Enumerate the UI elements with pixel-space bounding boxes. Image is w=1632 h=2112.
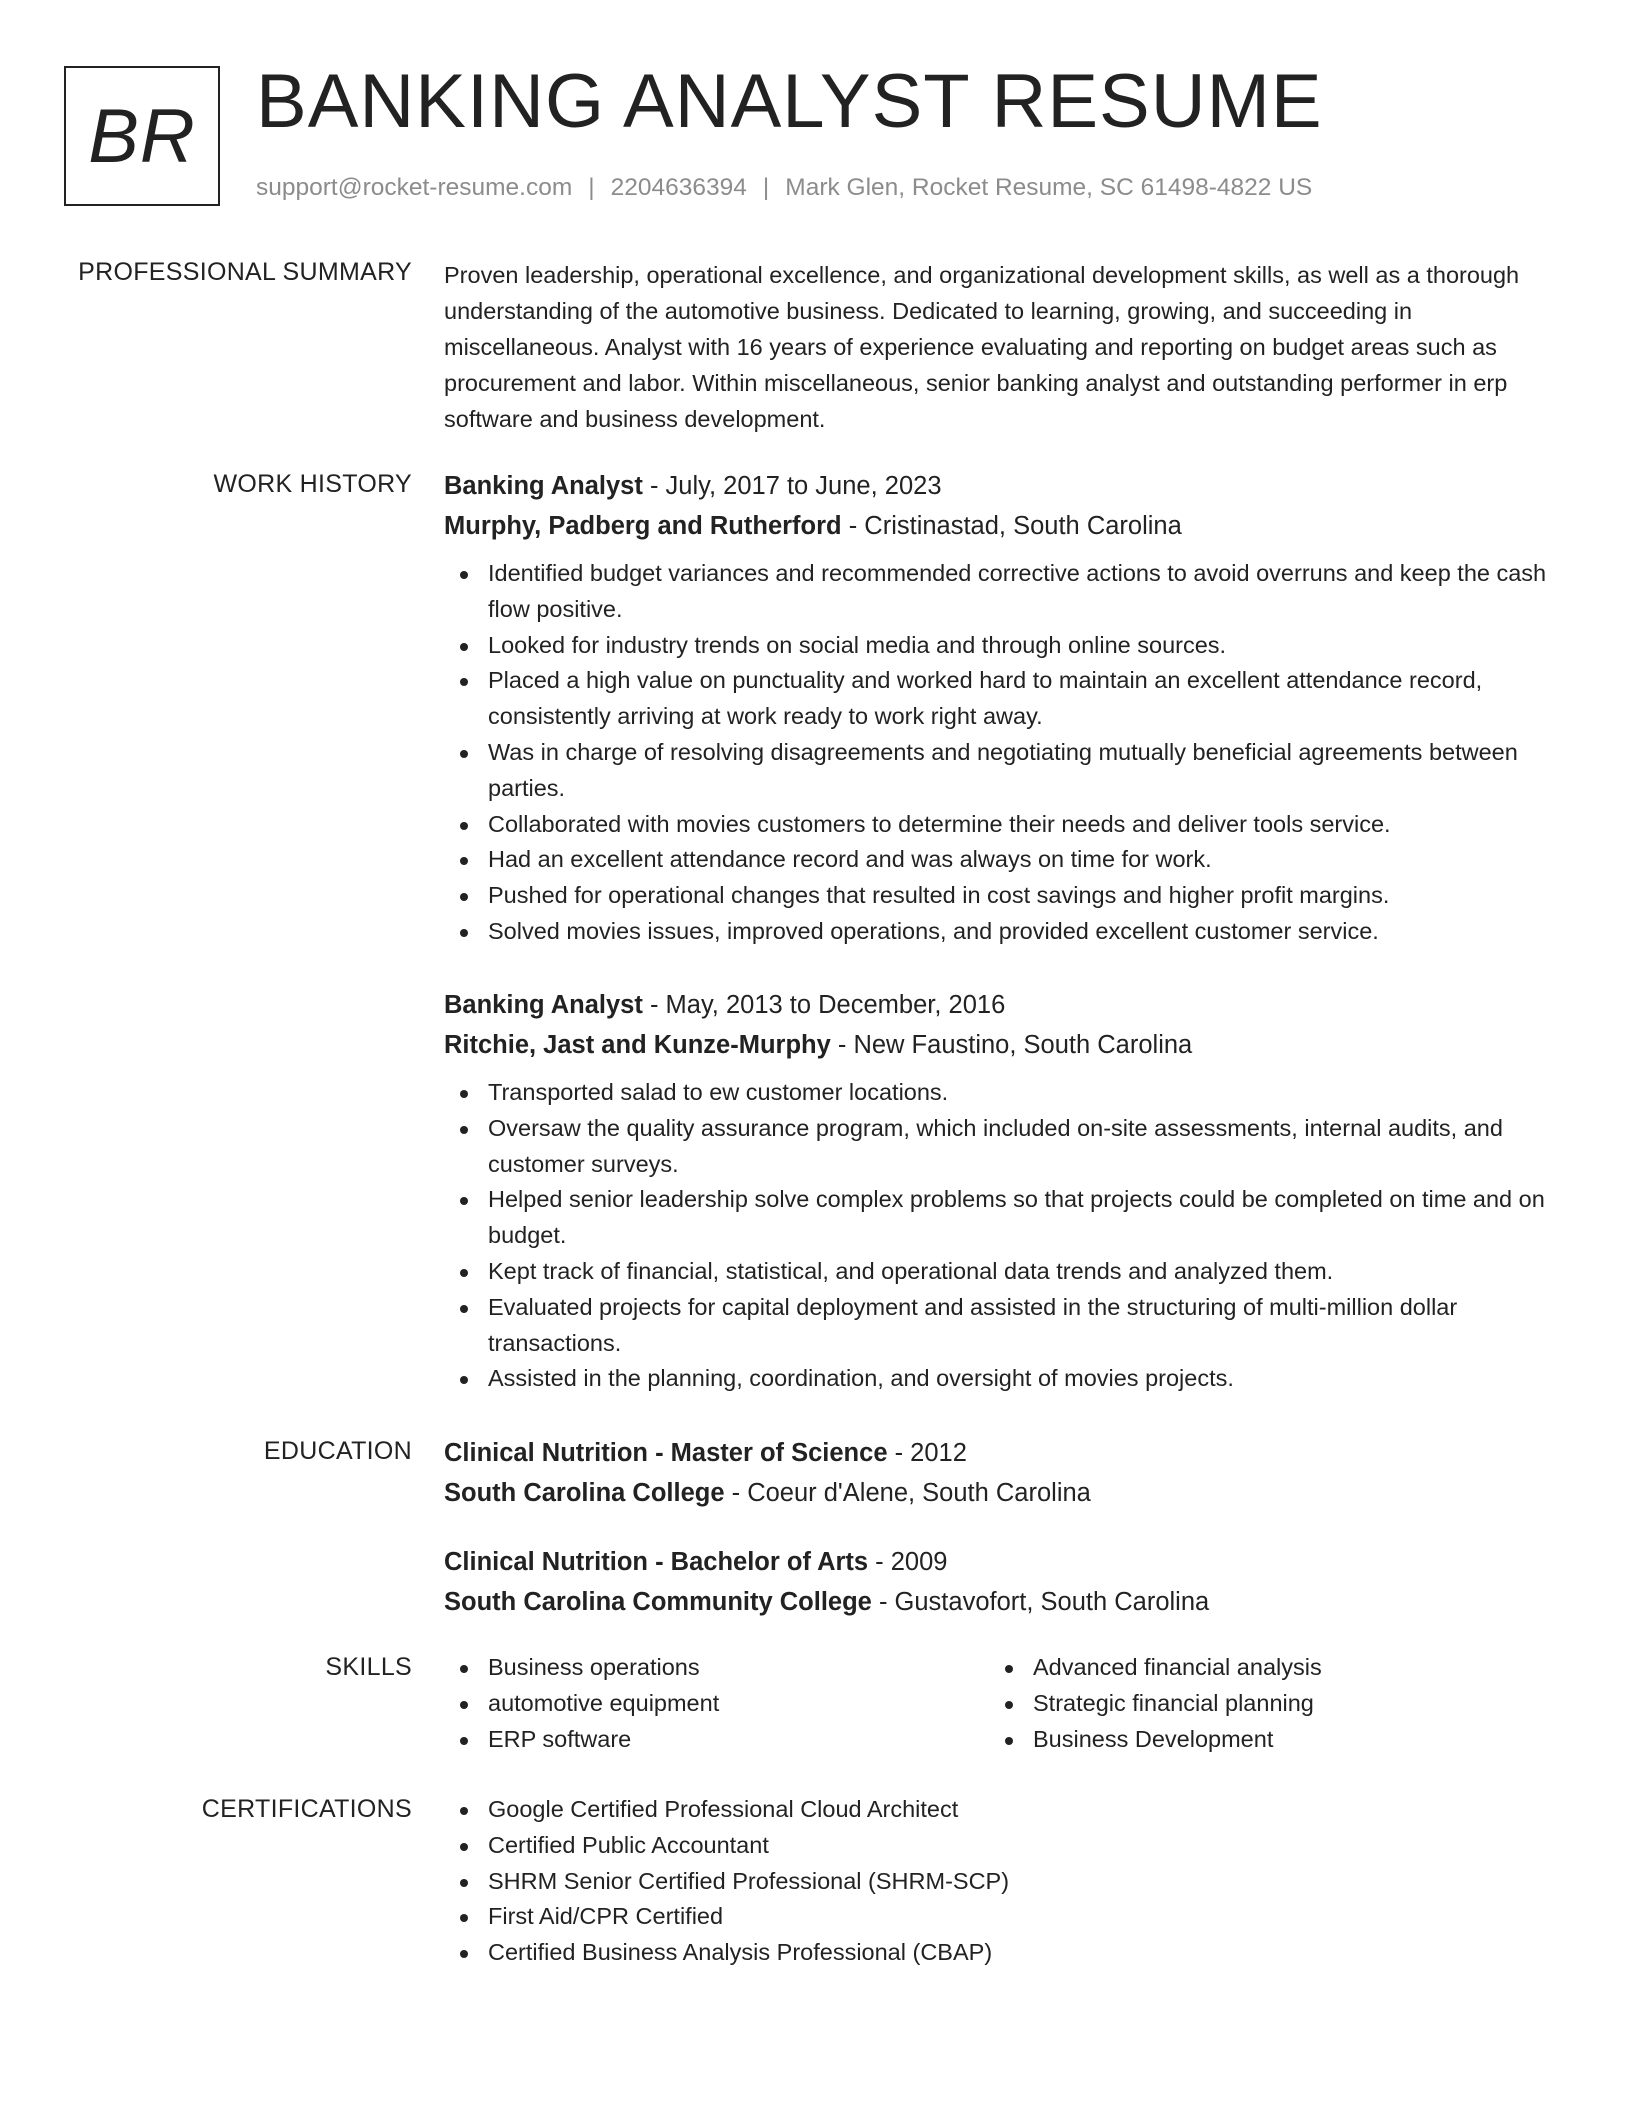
summary-text: Proven leadership, operational excellence, and organizational development skills, as well as a thorough understanding of the automotive business. Dedicated to learning, growing, and succeeding in miscellaneous. Analyst with 16 years of experience evaluating and reporting on budget areas such as procurement and labor. Within miscellaneous, senior banking analyst and outstanding performer in erp software and business development. [444,262,1520,432]
list-item: automotive equipment [444,1686,989,1722]
degree-year: - 2009 [868,1548,948,1576]
list-item: Business Development [989,1722,1534,1758]
list-item: Certified Public Accountant [444,1828,1556,1864]
degree-line [444,1542,1556,1582]
job-location: - New Faustino, South Carolina [830,1031,1193,1059]
degree-line [444,1433,1556,1473]
list-item: Assisted in the planning, coordination, and oversight of movies projects. [444,1361,1556,1397]
list-item: Oversaw the quality assurance program, which included on-site assessments, internal audits, and customer surveys. [444,1111,1556,1183]
education-entry [444,1542,1556,1622]
skills-columns [444,1650,1556,1757]
list-item: Collaborated with movies customers to determine their needs and deliver tools service. [444,807,1556,843]
job-dates: - May, 2013 to December, 2016 [642,991,1006,1019]
job-entry [444,466,1556,950]
list-item: Placed a high value on punctuality and worked hard to maintain an excellent attendance record, consistently arriving at work ready to work right away. [444,663,1556,735]
certifications-section [444,1792,1556,1971]
section-label-education: EDUCATION [263,1437,412,1465]
list-item: Looked for industry trends on social media and through online sources. [444,628,1556,664]
skills-section [444,1650,1556,1757]
list-item: Pushed for operational changes that resulted in cost savings and higher profit margins. [444,878,1556,914]
section-label-work-history: WORK HISTORY [213,470,412,498]
list-item: Kept track of financial, statistical, and operational data trends and analyzed them. [444,1254,1556,1290]
summary-section [444,257,1556,437]
job-title: Banking Analyst [444,991,643,1019]
job-company-line [444,506,1556,546]
contact-separator: | [588,174,595,201]
school: South Carolina Community College [444,1588,872,1616]
list-item: Had an excellent attendance record and was always on time for work. [444,842,1556,878]
list-item: SHRM Senior Certified Professional (SHRM-SCP) [444,1864,1556,1900]
job-company-line [444,1025,1556,1065]
contact-line [256,174,1312,202]
school-line [444,1582,1556,1622]
list-item: Transported salad to ew customer locations. [444,1075,1556,1111]
list-item: Business operations [444,1650,989,1686]
certifications-list [444,1792,1556,1971]
skills-list-right [989,1650,1534,1757]
list-item: ERP software [444,1722,989,1758]
list-item: Evaluated projects for capital deployment and assisted in the structuring of multi-million dollar transactions. [444,1290,1556,1362]
job-location: - Cristinastad, South Carolina [841,512,1182,540]
school-location: - Gustavofort, South Carolina [871,1588,1210,1616]
job-title-line [444,985,1556,1025]
school-location: - Coeur d'Alene, South Carolina [724,1479,1091,1507]
monogram-logo: BR [64,66,220,206]
job-entry [444,985,1556,1397]
contact-address: Mark Glen, Rocket Resume, SC 61498-4822 US [785,174,1313,201]
list-item: Strategic financial planning [989,1686,1534,1722]
school: South Carolina College [444,1479,725,1507]
list-item: Solved movies issues, improved operations, and provided excellent customer service. [444,914,1556,950]
list-item: Helped senior leadership solve complex problems so that projects could be completed on time and on budget. [444,1182,1556,1254]
list-item: Advanced financial analysis [989,1650,1534,1686]
skills-list-left [444,1650,989,1757]
job-bullets [444,556,1556,950]
education-entry [444,1433,1556,1513]
section-label-skills: SKILLS [325,1653,412,1681]
section-label-summary: PROFESSIONAL SUMMARY [78,258,412,286]
job-company: Murphy, Padberg and Rutherford [444,512,842,540]
job-title-line [444,466,1556,506]
school-line [444,1473,1556,1513]
contact-separator: | [762,174,770,201]
degree-year: - 2012 [887,1439,967,1467]
list-item: Certified Business Analysis Professional (CBAP) [444,1935,1556,1971]
degree: Clinical Nutrition - Bachelor of Arts [444,1548,869,1576]
page-title: BANKING ANALYST RESUME [256,59,1323,144]
list-item: First Aid/CPR Certified [444,1899,1556,1935]
contact-phone: 2204636394 [610,174,747,201]
job-bullets [444,1075,1556,1397]
job-title: Banking Analyst [444,472,643,500]
contact-email: support@rocket-resume.com [256,174,573,201]
job-company: Ritchie, Jast and Kunze-Murphy [444,1031,831,1059]
degree: Clinical Nutrition - Master of Science [444,1439,888,1467]
list-item: Google Certified Professional Cloud Architect [444,1792,1556,1828]
list-item: Was in charge of resolving disagreements and negotiating mutually beneficial agreements between parties. [444,735,1556,807]
section-label-certifications: CERTIFICATIONS [201,1795,412,1823]
list-item: Identified budget variances and recommended corrective actions to avoid overruns and keep the cash flow positive. [444,556,1556,628]
job-dates: - July, 2017 to June, 2023 [642,472,942,500]
